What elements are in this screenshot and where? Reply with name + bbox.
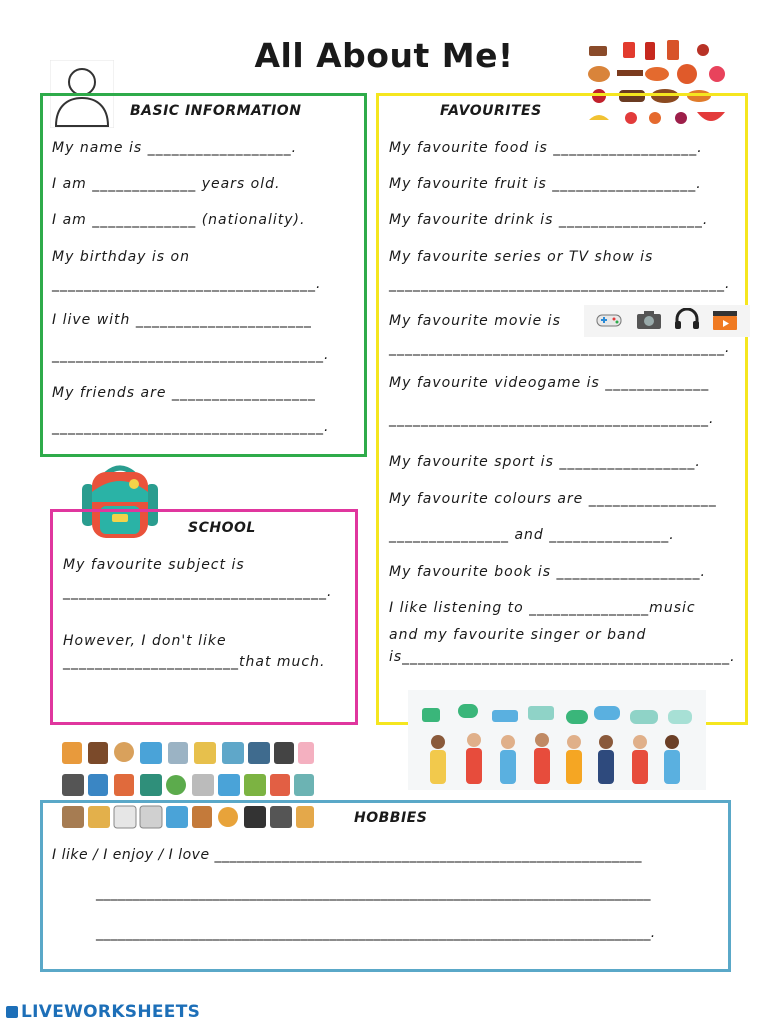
favourite-videogame-line[interactable]: My favourite videogame is _____________ [389, 375, 710, 391]
hobbies-blank-1[interactable]: ____________________________________________________________________________ [96, 885, 651, 901]
dislike-line: However, I don't like [63, 633, 227, 649]
hobbies-line[interactable]: I like / I enjoy / I love _________________________________________________________ [52, 847, 643, 863]
name-line[interactable]: My name is __________________. [52, 140, 298, 156]
gamepad-icon [596, 310, 622, 334]
birthday-blank[interactable]: _________________________________. [52, 276, 322, 292]
live-with-blank[interactable]: __________________________________. [52, 347, 330, 363]
favourite-series-blank[interactable]: __________________________________________. [389, 276, 731, 292]
favourite-drink-line[interactable]: My favourite drink is __________________. [389, 212, 709, 228]
headphones-icon [674, 308, 700, 334]
singer-blank[interactable]: is_________________________________________. [389, 649, 736, 665]
favourite-food-line[interactable]: My favourite food is __________________. [389, 140, 703, 156]
friends-blank[interactable]: __________________________________. [52, 419, 330, 435]
camera-icon [636, 310, 662, 334]
favourite-videogame-blank[interactable]: ________________________________________. [389, 411, 715, 427]
school-section [50, 509, 358, 725]
hobbies-blank-2[interactable]: ____________________________________________________________________________. [96, 925, 656, 941]
favourite-fruit-line[interactable]: My favourite fruit is __________________. [389, 176, 702, 192]
favourites-heading: FAVOURITES [440, 103, 542, 119]
page-title: All About Me! [254, 36, 514, 75]
dislike-blank[interactable]: ______________________that much. [63, 654, 326, 670]
brand-label: LIVEWORKSHEETS [21, 1002, 201, 1022]
teenagers-chatting-icon [408, 690, 706, 790]
hobbies-heading: HOBBIES [354, 810, 428, 826]
favourite-movie-line: My favourite movie is [389, 313, 561, 329]
friends-line[interactable]: My friends are __________________ [52, 385, 316, 401]
favourite-sport-line[interactable]: My favourite sport is _________________. [389, 454, 701, 470]
birthday-line: My birthday is on [52, 249, 190, 265]
nationality-line[interactable]: I am _____________ (nationality). [52, 212, 306, 228]
liveworksheets-logo[interactable] [6, 1002, 200, 1022]
favourite-subject-blank[interactable]: _________________________________. [63, 584, 333, 600]
basic-information-heading: BASIC INFORMATION [130, 103, 302, 119]
favourite-series-line: My favourite series or TV show is [389, 249, 654, 265]
age-line[interactable]: I am _____________ years old. [52, 176, 281, 192]
favourite-book-line[interactable]: My favourite book is __________________. [389, 564, 706, 580]
school-heading: SCHOOL [188, 520, 256, 536]
singer-line: and my favourite singer or band [389, 627, 647, 643]
live-with-line[interactable]: I live with ______________________ [52, 312, 312, 328]
favourite-colours-blank[interactable]: _______________ and _______________. [389, 527, 675, 543]
liveworksheets-logo-icon [6, 1006, 18, 1018]
favourite-movie-blank[interactable]: __________________________________________. [389, 340, 731, 356]
music-line[interactable]: I like listening to _______________music [389, 600, 696, 616]
favourite-subject-line: My favourite subject is [63, 557, 245, 573]
favourite-colours-line[interactable]: My favourite colours are ________________ [389, 491, 717, 507]
clapperboard-icon [712, 309, 738, 335]
